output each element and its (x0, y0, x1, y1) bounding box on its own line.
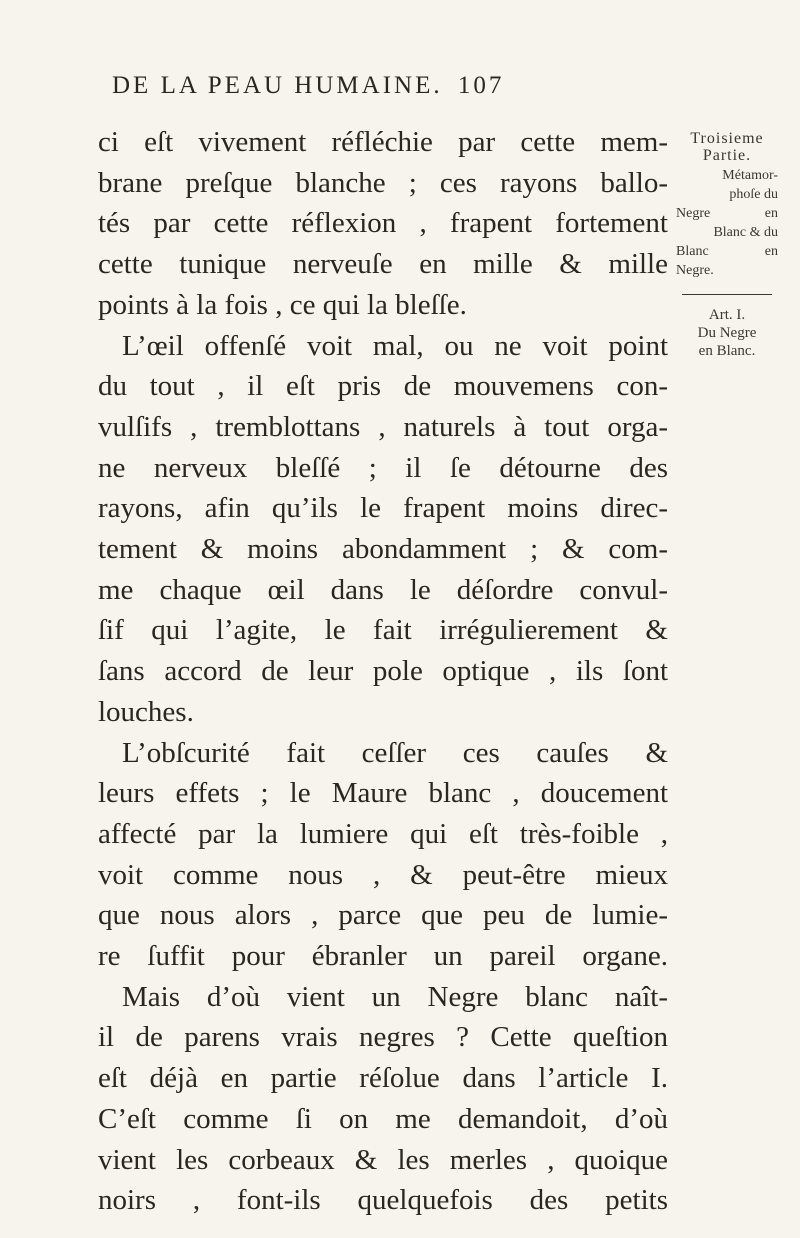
margin-note-topic-line: Negre en (676, 206, 778, 221)
text-line: affecté par la lumiere qui eſt très-foible , (98, 817, 668, 850)
margin-note-topic-line: Blanc & du (713, 225, 778, 240)
margin-note-article-line: en Blanc. (698, 343, 756, 359)
running-head-title: DE LA PEAU HUMAINE. (112, 72, 443, 99)
margin-note-article-line: Du Negre (697, 325, 757, 341)
margin-note-part (676, 130, 778, 164)
margin-note-topic-line: Métamor- (722, 168, 778, 183)
text-line: cette tunique nerveuſe en mille & mille (98, 248, 668, 281)
margin-note-part-line: Partie. (702, 147, 752, 164)
text-line: noirs , font-ils quelquefois des petits (98, 1184, 668, 1217)
text-line: re ſuffit pour ébranler un pareil organe. (98, 940, 668, 973)
text-line: L’œil offenſé voit mal, ou ne voit point (122, 329, 668, 362)
text-line: Mais d’où vient un Negre blanc naît- (122, 980, 668, 1013)
text-line: rayons, afin qu’ils le frapent moins direc- (98, 492, 668, 525)
margin-note-topic-line: Blanc en (676, 244, 778, 259)
text-line: vulſifs , tremblottans , naturels à tout orga- (98, 410, 668, 443)
page-number: 107 (457, 72, 505, 99)
margin-note-topic-line: phoſe du (729, 187, 778, 202)
text-line: louches. (98, 695, 194, 728)
text-line: ſans accord de leur pole optique , ils ſont (98, 655, 668, 688)
text-line: tement & moins abondamment ; & com- (98, 533, 668, 566)
text-line: me chaque œil dans le déſordre convul- (98, 573, 668, 606)
text-line: que nous alors , parce que peu de lumie- (98, 899, 668, 932)
text-line: C’eſt comme ſi on me demandoit, d’où (98, 1102, 668, 1135)
margin-note-topic (676, 166, 778, 280)
text-line: vient les corbeaux & les merles , quoique (98, 1143, 668, 1176)
text-line: ne nerveux bleſſé ; il ſe détourne des (98, 451, 668, 484)
text-line: voit comme nous , & peut-être mieux (98, 858, 668, 891)
text-line: tés par cette réflexion , frapent fortement (98, 207, 668, 240)
text-line: ſif qui l’agite, le fait irrégulierement & (98, 614, 668, 647)
margin-note-article-line: Art. I. (708, 307, 746, 323)
text-line: ci eſt vivement réfléchie par cette mem- (98, 126, 668, 158)
margin-note-article (676, 306, 778, 360)
text-line: points à la fois , ce qui la bleſſe. (98, 288, 467, 321)
text-line: leurs effets ; le Maure blanc , doucement (98, 777, 668, 810)
text-line: L’obſcurité fait ceſſer ces cauſes & (122, 736, 668, 769)
body-text (98, 122, 668, 1221)
text-line: il de parens vrais negres ? Cette queſtion (98, 1021, 668, 1054)
running-head (112, 72, 504, 100)
margin-note-topic-line: Negre. (676, 263, 714, 278)
margin-note-divider (682, 294, 772, 295)
margin-note-part-line: Troisieme (690, 130, 764, 147)
text-line: eſt déjà en partie réſolue dans l’article I. (98, 1062, 668, 1095)
text-line: du tout , il eſt pris de mouvemens con- (98, 370, 668, 403)
text-line: brane preſque blanche ; ces rayons ballo- (98, 166, 668, 199)
